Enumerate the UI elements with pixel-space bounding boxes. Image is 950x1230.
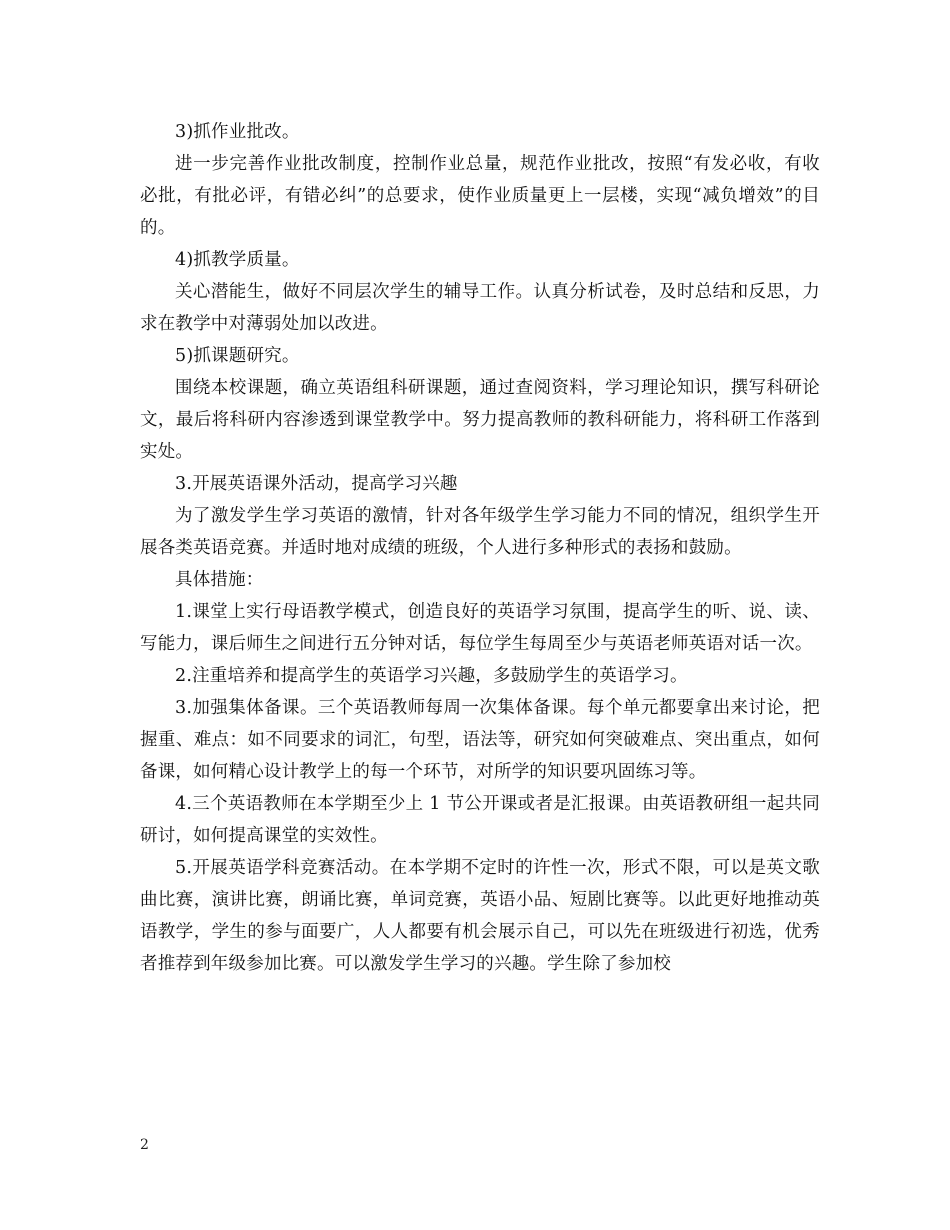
- measure-item-2: 2.注重培养和提高学生的英语学习兴趣，多鼓励学生的英语学习。: [175, 666, 688, 686]
- measure-item-1: 1.课堂上实行母语教学模式，创造良好的英语学习氛围，提高学生的听、说、读、写能力，课后师生之间进行五分钟对话，每位学生每周至少与英语老师英语对话一次。: [140, 602, 820, 654]
- paragraph-extracurricular-activities: 为了激发学生学习英语的激情，针对各年级学生学习能力不同的情况，组织学生开展各类英语竞赛。并适时地对成绩的班级，个人进行多种形式的表扬和鼓励。: [140, 506, 820, 558]
- paragraph-research-topic: 围绕本校课题，确立英语组科研课题，通过查阅资料，学习理论知识，撰写科研论文，最后将科研内容渗透到课堂教学中。努力提高教师的教科研能力，将科研工作落到实处。: [140, 378, 820, 462]
- heading-teaching-quality: 4)抓教学质量。: [175, 250, 300, 270]
- heading-specific-measures: 具体措施：: [175, 570, 264, 590]
- paragraph-homework-correction: 进一步完善作业批改制度，控制作业总量，规范作业批改，按照“有发必收，有收必批，有批必评，有错必纠”的总要求，使作业质量更上一层楼，实现“减负增效”的目的。: [140, 154, 820, 238]
- heading-homework-correction: 3)抓作业批改。: [175, 122, 300, 142]
- heading-research-topic: 5)抓课题研究。: [175, 346, 300, 366]
- measure-item-4: 4.三个英语教师在本学期至少上 1 节公开课或者是汇报课。由英语教研组一起共同研讨，如何提高课堂的实效性。: [140, 794, 820, 846]
- document-body: [140, 116, 820, 980]
- page-number: 2: [140, 1137, 149, 1153]
- measure-item-3: 3.加强集体备课。三个英语教师每周一次集体备课。每个单元都要拿出来讨论，把握重、难点：如不同要求的词汇，句型，语法等，研究如何突破难点、突出重点，如何备课，如何精心设计教学上的每一个环节，对所学的知识要巩固练习等。: [140, 698, 820, 782]
- measure-item-5: 5.开展英语学科竞赛活动。在本学期不定时的许性一次，形式不限，可以是英文歌曲比赛，演讲比赛，朗诵比赛，单词竞赛，英语小品、短剧比赛等。以此更好地推动英语教学，学生的参与面要广，人人都要有机会展示自己，可以先在班级进行初选，优秀者推荐到年级参加比赛。可以激发学生学习的兴趣。学生除了参加校: [140, 858, 820, 974]
- paragraph-teaching-quality: 关心潜能生，做好不同层次学生的辅导工作。认真分析试卷，及时总结和反思，力求在教学中对薄弱处加以改进。: [140, 282, 820, 334]
- heading-extracurricular-activities: 3.开展英语课外活动，提高学习兴趣: [175, 474, 458, 494]
